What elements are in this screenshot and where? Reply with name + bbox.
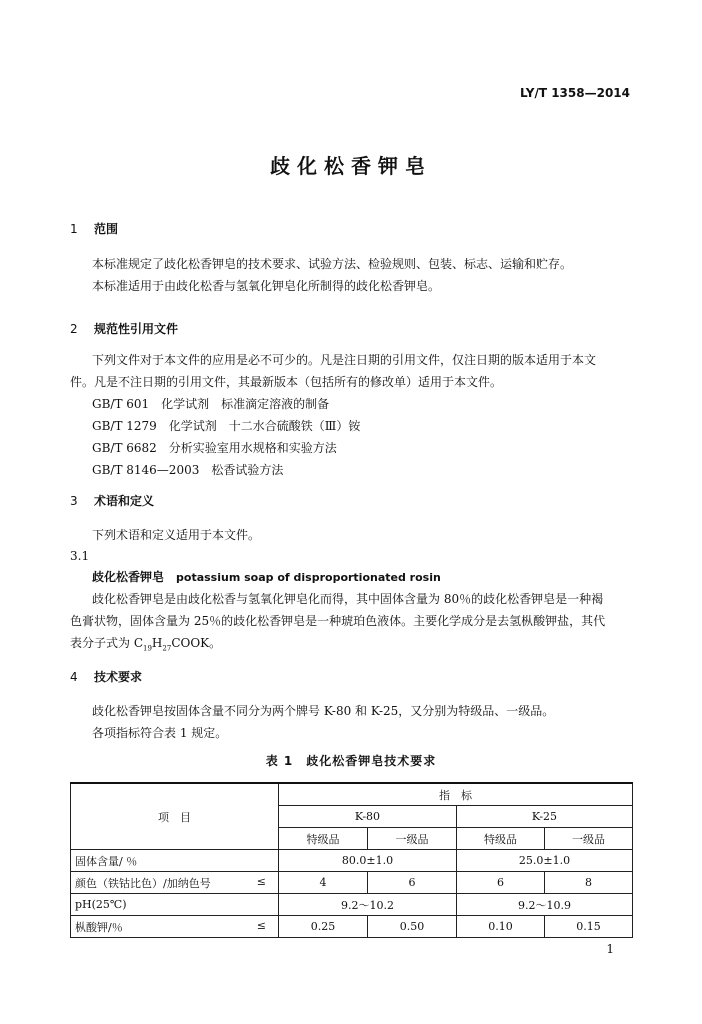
paragraph: 本标准适用于由歧化松香与氢氧化钾皂化所制得的歧化松香钾皂。	[92, 279, 441, 293]
reference-item: GB/T 8146—2003 松香试验方法	[92, 463, 284, 477]
section-1-heading	[70, 220, 118, 237]
row-item-text: 枞酸钾/％	[75, 920, 123, 934]
paragraph: 各项指标符合表 1 规定。	[92, 726, 228, 740]
table-cell: 9.2～10.9	[457, 894, 633, 916]
section-4-heading	[70, 668, 142, 685]
section-title: 技术要求	[94, 670, 143, 684]
section-title: 术语和定义	[94, 494, 155, 508]
row-item: pH(25℃)	[71, 894, 279, 916]
header-index: 指 标	[279, 783, 633, 806]
term-chinese: 歧化松香钾皂	[92, 570, 165, 584]
header-level: 一级品	[545, 828, 633, 850]
header-level: 一级品	[368, 828, 457, 850]
row-item	[71, 872, 279, 894]
section-number: 1	[70, 222, 78, 236]
subscript: 19	[143, 644, 152, 653]
subscript: 27	[162, 644, 172, 653]
table-cell: 0.10	[457, 916, 545, 938]
clause-number: 3.1	[70, 549, 90, 563]
section-3-heading	[70, 492, 154, 509]
definition-line: 歧化松香钾皂是由歧化松香与氢氧化钾皂化而得，其中固体含量为 80％的歧化松香钾皂是一种褐	[92, 592, 604, 606]
header-level: 特级品	[279, 828, 368, 850]
header-level: 特级品	[457, 828, 545, 850]
section-number: 3	[70, 494, 78, 508]
le-sign: ≤	[256, 918, 266, 932]
definition-text: H	[151, 636, 163, 650]
paragraph: 下列术语和定义适用于本文件。	[92, 528, 261, 542]
header-grade: K-80	[279, 806, 457, 828]
section-number: 4	[70, 670, 78, 684]
table-row	[71, 850, 633, 872]
table-cell: 9.2～10.2	[279, 894, 457, 916]
spec-table	[70, 782, 633, 938]
section-2-heading	[70, 320, 178, 337]
document-title: 歧化松香钾皂	[270, 154, 432, 178]
definition-line: 色膏状物，固体含量为 25％的歧化松香钾皂是一种琥珀色液体。主要化学成分是去氢枞酸钾盐，其代	[70, 614, 606, 628]
table-row	[71, 894, 633, 916]
table-cell: 8	[545, 872, 633, 894]
table-row	[71, 916, 633, 938]
paragraph: 歧化松香钾皂按固体含量不同分为两个牌号 K-80 和 K-25，又分别为特级品、一级品。	[92, 704, 555, 718]
standard-code: LY/T 1358—2014	[519, 86, 630, 100]
paragraph-continued: 件。凡是不注日期的引用文件，其最新版本（包括所有的修改单）适用于本文件。	[70, 375, 503, 389]
section-number: 2	[70, 322, 78, 336]
table-cell: 25.0±1.0	[457, 850, 633, 872]
le-sign: ≤	[256, 874, 266, 888]
table-cell: 80.0±1.0	[279, 850, 457, 872]
table-header-row	[71, 783, 633, 806]
paragraph: 本标准规定了歧化松香钾皂的技术要求、试验方法、检验规则、包装、标志、运输和贮存。	[92, 257, 573, 271]
table-cell: 4	[279, 872, 368, 894]
row-item: 固体含量/ ％	[71, 850, 279, 872]
definition-line	[70, 632, 221, 659]
header-item: 项 目	[71, 783, 279, 850]
table-cell: 6	[368, 872, 457, 894]
reference-item: GB/T 1279 化学试剂 十二水合硫酸铁（Ⅲ）铵	[92, 419, 361, 433]
definition-text: 表分子式为 C	[70, 636, 143, 650]
table-caption: 表 1 歧化松香钾皂技术要求	[265, 754, 437, 768]
row-item-text: 颜色（铁钴比色）/加纳色号	[75, 876, 211, 890]
table-cell: 0.25	[279, 916, 368, 938]
section-title: 范围	[94, 222, 119, 236]
header-grade: K-25	[457, 806, 633, 828]
page-number: 1	[606, 942, 614, 956]
reference-item: GB/T 6682 分析实验室用水规格和实验方法	[92, 441, 337, 455]
paragraph: 下列文件对于本文件的应用是必不可少的。凡是注日期的引用文件，仅注日期的版本适用于本文	[92, 353, 597, 367]
definition-text: COOK。	[171, 636, 222, 650]
table-cell: 6	[457, 872, 545, 894]
table-row	[71, 872, 633, 894]
term-entry	[92, 566, 441, 589]
table-cell: 0.50	[368, 916, 457, 938]
row-item	[71, 916, 279, 938]
table-cell: 0.15	[545, 916, 633, 938]
section-title: 规范性引用文件	[94, 322, 179, 336]
term-english: potassium soap of disproportionated rosin	[176, 571, 441, 584]
reference-item: GB/T 601 化学试剂 标准滴定溶液的制备	[92, 397, 330, 411]
